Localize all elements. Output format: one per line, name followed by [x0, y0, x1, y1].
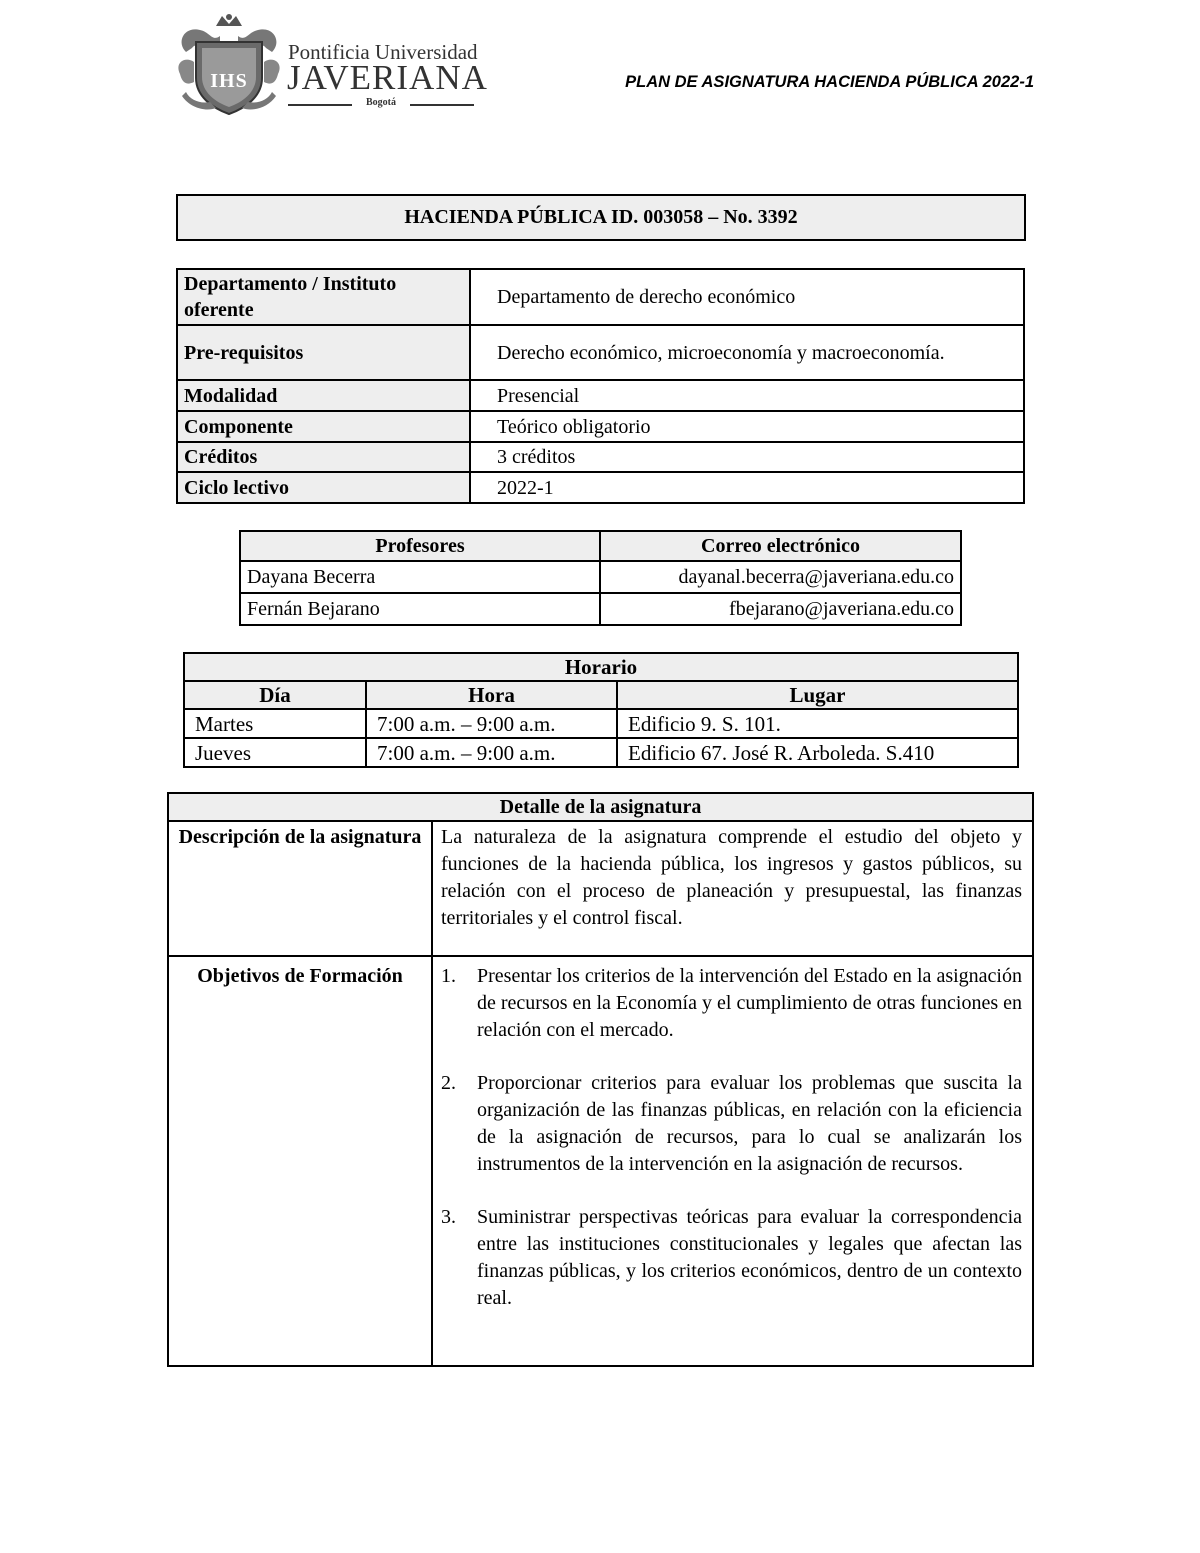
description-label: Descripción de la asignatura — [168, 821, 432, 956]
info-value: 3 créditos — [470, 442, 1024, 472]
table-header-row — [240, 531, 961, 561]
info-value: 2022-1 — [470, 472, 1024, 503]
table-row — [184, 709, 1018, 738]
info-label: Pre-requisitos — [177, 325, 470, 380]
objectives-row — [168, 956, 1033, 1366]
logo-city-label: Bogotá — [366, 97, 396, 108]
seal-monogram: IHS — [210, 70, 248, 92]
info-label: Departamento / Instituto oferente — [177, 269, 470, 325]
schedule-time: 7:00 a.m. – 9:00 a.m. — [366, 738, 617, 767]
table-header-row — [184, 681, 1018, 709]
list-item — [441, 1070, 1022, 1178]
professor-name: Fernán Bejarano — [240, 593, 600, 625]
course-title: HACIENDA PÚBLICA ID. 003058 – No. 3392 — [176, 194, 1026, 241]
course-detail-table — [167, 792, 1034, 1367]
schedule-day: Jueves — [184, 738, 366, 767]
objectives-label: Objetivos de Formación — [168, 956, 432, 1366]
info-value: Presencial — [470, 380, 1024, 411]
table-title-row — [184, 653, 1018, 681]
schedule-place: Edificio 9. S. 101. — [617, 709, 1018, 738]
info-value: Teórico obligatorio — [470, 411, 1024, 442]
list-item — [441, 963, 1022, 1044]
professors-table — [239, 530, 962, 626]
description-text: La naturaleza de la asignatura comprende el estudio del objeto y funciones de la hacienda pública, los ingresos y gastos públicos, su relación con el proceso de planeación y presupuestal, las finanzas territoriales y el control fiscal. — [432, 821, 1033, 956]
info-value: Departamento de derecho económico — [470, 269, 1024, 325]
list-item — [441, 1204, 1022, 1312]
list-item-number: 1. — [441, 965, 456, 987]
professor-email: dayanal.becerra@javeriana.edu.co — [600, 561, 961, 593]
info-row — [177, 269, 1024, 325]
description-row — [168, 821, 1033, 956]
document-header-title: PLAN DE ASIGNATURA HACIENDA PÚBLICA 2022-1 — [625, 73, 1034, 91]
logo-city — [288, 98, 474, 110]
objectives-cell — [432, 956, 1033, 1366]
info-row — [177, 442, 1024, 472]
list-item-text: Presentar los criterios de la intervención del Estado en la asignación de recursos en la Economía y el cumplimiento de otras funciones en relación con el mercado. — [477, 965, 1022, 1041]
professor-email: fbejarano@javeriana.edu.co — [600, 593, 961, 625]
list-item-text: Proporcionar criterios para evaluar los problemas que suscita la organización de las finanzas públicas, en relación con la eficiencia de la asignación de recursos, para lo cual se analizarán los instrumentos de la intervención en la asignación de recursos. — [477, 1072, 1022, 1175]
schedule-place: Edificio 67. José R. Arboleda. S.410 — [617, 738, 1018, 767]
list-item-text: Suministrar perspectivas teóricas para evaluar la correspondencia entre las instituciones constitucionales y legales que afectan las finanzas públicas, y los criterios económicos, dentro de un contexto real. — [477, 1206, 1022, 1309]
logo-university-name: JAVERIANA — [287, 58, 488, 97]
column-header: Correo electrónico — [600, 531, 961, 561]
info-row — [177, 411, 1024, 442]
info-label: Ciclo lectivo — [177, 472, 470, 503]
objectives-list — [441, 963, 1022, 1312]
list-item-number: 3. — [441, 1206, 456, 1228]
university-seal-icon — [176, 12, 282, 116]
info-label: Componente — [177, 411, 470, 442]
info-row — [177, 325, 1024, 380]
info-value: Derecho económico, microeconomía y macroeconomía. — [470, 325, 1024, 380]
detail-title: Detalle de la asignatura — [168, 793, 1033, 821]
column-header: Profesores — [240, 531, 600, 561]
column-header: Lugar — [617, 681, 1018, 709]
schedule-title: Horario — [184, 653, 1018, 681]
info-label: Créditos — [177, 442, 470, 472]
logo-university-line: Pontificia Universidad — [288, 40, 478, 64]
info-label: Modalidad — [177, 380, 470, 411]
table-row — [240, 561, 961, 593]
table-title-row — [168, 793, 1033, 821]
table-row — [184, 738, 1018, 767]
schedule-day: Martes — [184, 709, 366, 738]
course-info-table — [176, 268, 1025, 504]
info-row — [177, 380, 1024, 411]
list-item-number: 2. — [441, 1072, 456, 1094]
university-logo — [176, 12, 488, 116]
column-header: Día — [184, 681, 366, 709]
professor-name: Dayana Becerra — [240, 561, 600, 593]
schedule-time: 7:00 a.m. – 9:00 a.m. — [366, 709, 617, 738]
table-row — [240, 593, 961, 625]
column-header: Hora — [366, 681, 617, 709]
schedule-table — [183, 652, 1019, 768]
info-row — [177, 472, 1024, 503]
